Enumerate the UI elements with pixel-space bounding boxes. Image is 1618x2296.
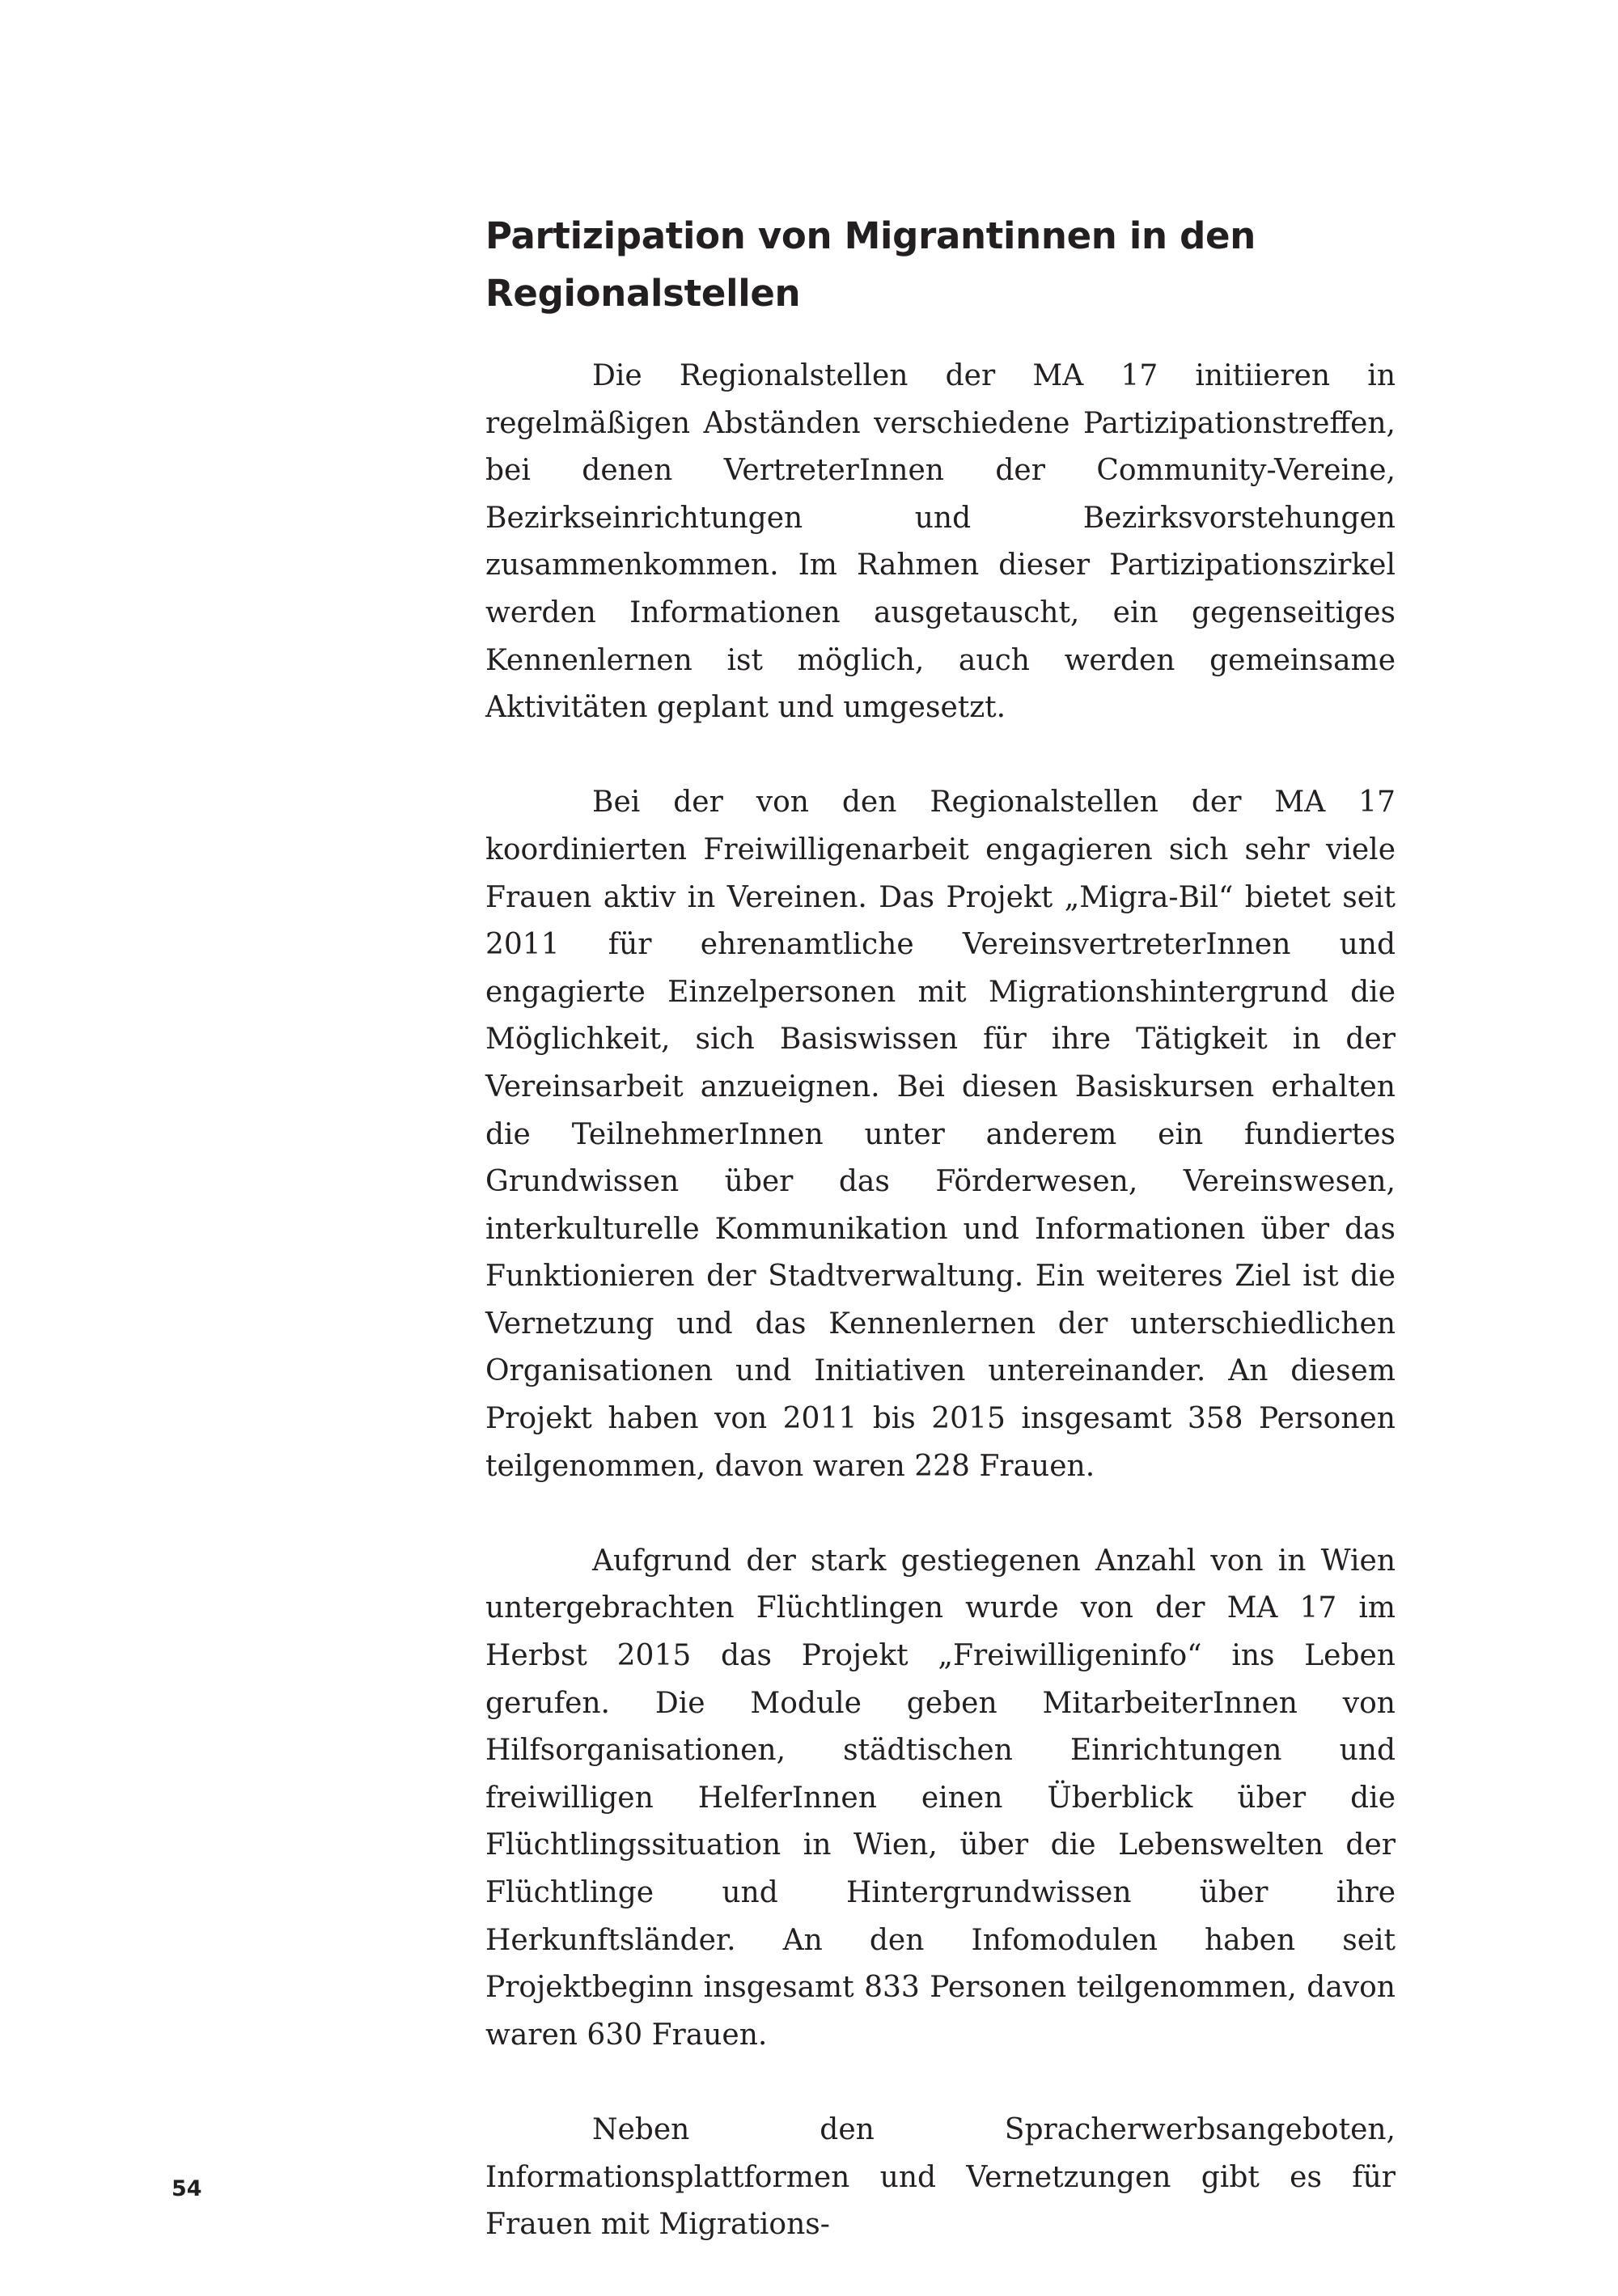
page-number: 54 [172,2176,202,2201]
body-text [485,353,1396,2296]
paragraph-migra-bil-project: Bei der von den Regionalstellen der MA 17 koordinierten Freiwilligenarbeit engagieren sich sehr viele Frauen aktiv in Vereinen. Das Projekt „Migra-Bil“ bietet seit 2011 für ehrenamtliche VereinsvertreterInnen und engagierte Einzelpersonen mit Migrationshintergrund die Möglichkeit, sich Basiswissen für ihre Tätigkeit in der Vereinsarbeit anzueignen. Bei diesen Basiskursen erhalten die TeilnehmerInnen unter anderem ein fundiertes Grundwissen über das Förderwesen, Vereinswesen, interkulturelle Kommunikation und Informationen über das Funktionieren der Stadtverwaltung. Ein weiteres Ziel ist die Vernetzung und das Kennenlernen der unterschiedlichen Organisationen und Initiativen untereinander. An diesem Projekt haben von 2011 bis 2015 insgesamt 358 Personen teilgenommen, davon waren 228 Frauen. [485,786,1396,1483]
paragraph-participation-meetings: Die Regionalstellen der MA 17 initiieren in regelmäßigen Abständen verschiedene Partizipationstreffen, bei denen VertreterInnen der Community-Vereine, Bezirkseinrichtungen und Bezirksvorstehungen zusammenkommen. Im Rahmen dieser Partizipationszirkel werden Informationen ausgetauscht, ein gegenseitiges Kennenlernen ist möglich, auch werden gemeinsame Aktivitäten geplant und umgesetzt. [485,359,1396,725]
paragraph-continuation: Neben den Spracherwerbsangeboten, Informationsplattformen und Vernetzungen gibt es für Frauen mit Migrations- [485,2112,1396,2242]
paragraph-freiwilligeninfo-project: Aufgrund der stark gestiegenen Anzahl von in Wien untergebrachten Flüchtlingen wurde von der MA 17 im Herbst 2015 das Projekt „Freiwilligeninfo“ ins Leben gerufen. Die Module geben MitarbeiterInnen von Hilfsorganisationen, städtischen Einrichtungen und freiwilligen HelferInnen einen Überblick über die Flüchtlingssituation in Wien, über die Lebenswelten der Flüchtlinge und Hintergrundwissen über ihre Herkunftsländer. An den Infomodulen haben seit Projektbeginn insgesamt 833 Personen teilgenommen, davon waren 630 Frauen. [485,1544,1396,2052]
section-heading: Partizipation von Migrantinnen in den Regionalstellen [485,214,1256,315]
